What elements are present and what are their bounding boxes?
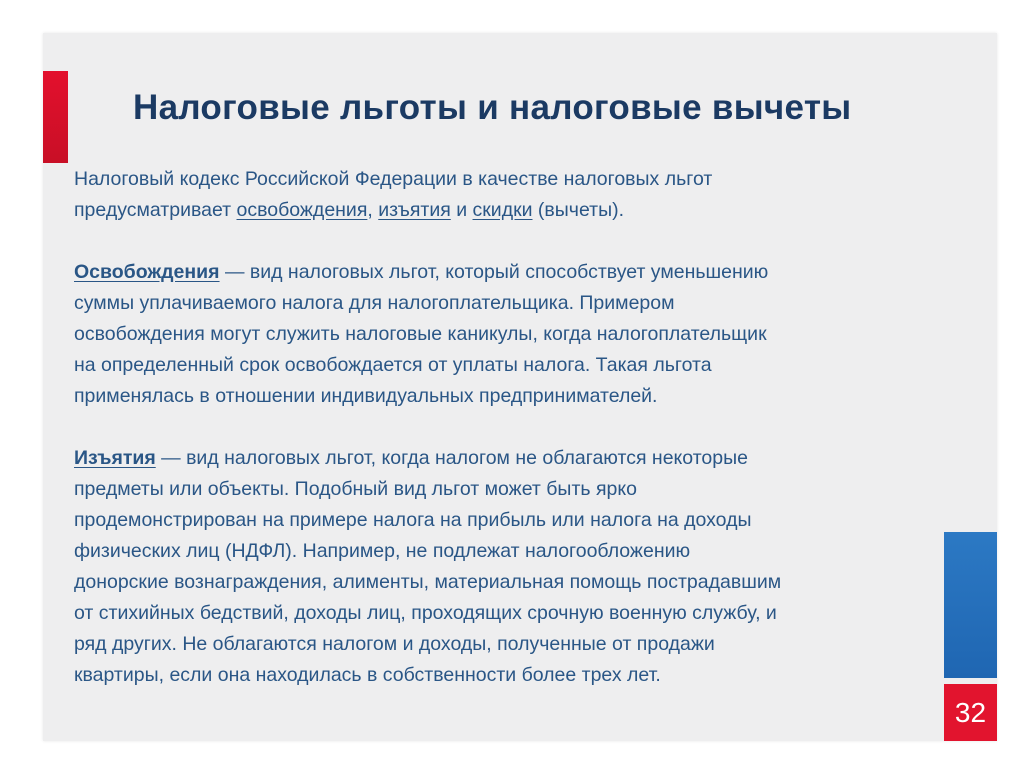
- withdrawals-paragraph: [74, 443, 954, 691]
- red-accent-bar: [43, 71, 68, 163]
- intro-paragraph: [74, 164, 954, 226]
- page-number-badge: 32: [944, 684, 997, 741]
- exemptions-term: Освобождения: [74, 261, 220, 283]
- withdrawals-term: Изъятия: [74, 447, 156, 469]
- intro-separator-2: и: [450, 199, 473, 221]
- intro-line-2: [74, 195, 954, 226]
- link-discounts[interactable]: скидки: [472, 199, 533, 221]
- withdrawals-line-3: продемонстрирован на примере налога на прибыль или налога на доходы: [74, 509, 752, 531]
- intro-line-2-prefix: предусматривает: [74, 199, 237, 221]
- intro-line-1-text: Налоговый кодекс Российской Федерации в качестве налоговых льгот: [74, 168, 713, 190]
- withdrawals-line-1: [74, 443, 954, 474]
- exemptions-line-1-text: — вид налоговых льгот, который способствует уменьшению: [219, 261, 769, 283]
- withdrawals-line-2: предметы или объекты. Подобный вид льгот может быть ярко: [74, 478, 637, 500]
- intro-line-1: [74, 164, 954, 195]
- intro-separator-1: ,: [367, 199, 379, 221]
- exemptions-line-2: суммы уплачиваемого налога для налогоплательщика. Примером: [74, 292, 675, 314]
- withdrawals-line-1-text: — вид налоговых льгот, когда налогом не облагаются некоторые: [155, 447, 748, 469]
- link-withdrawals[interactable]: изъятия: [378, 199, 451, 221]
- exemptions-paragraph: [74, 257, 954, 412]
- slide-body: [74, 164, 954, 691]
- withdrawals-line-6: от стихийных бедствий, доходы лиц, проходящих срочную военную службу, и: [74, 602, 777, 624]
- slide-title: Налоговые льготы и налоговые вычеты: [133, 88, 852, 127]
- intro-line-2-suffix: (вычеты).: [532, 199, 625, 221]
- exemptions-line-3: освобождения могут служить налоговые каникулы, когда налогоплательщик: [74, 323, 767, 345]
- exemptions-line-1: [74, 257, 954, 288]
- exemptions-line-5: применялась в отношении индивидуальных предпринимателей.: [74, 385, 658, 407]
- exemptions-line-4: на определенный срок освобождается от уплаты налога. Такая льгота: [74, 354, 712, 376]
- withdrawals-line-7: ряд других. Не облагаются налогом и доходы, полученные от продажи: [74, 633, 715, 655]
- link-exemptions[interactable]: освобождения: [236, 199, 368, 221]
- withdrawals-line-8: квартиры, если она находилась в собственности более трех лет.: [74, 664, 661, 686]
- withdrawals-line-5: донорские вознаграждения, алименты, материальная помощь пострадавшим: [74, 571, 782, 593]
- withdrawals-line-4: физических лиц (НДФЛ). Например, не подлежат налогообложению: [74, 540, 691, 562]
